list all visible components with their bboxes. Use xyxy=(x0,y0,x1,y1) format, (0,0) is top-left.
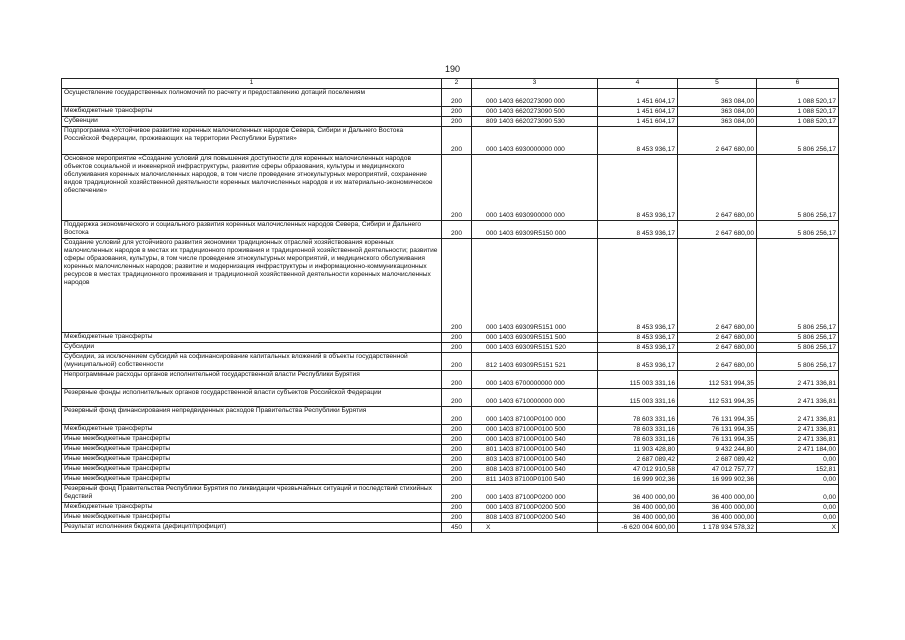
row-value6-cell: 2 471 336,81 xyxy=(757,435,839,445)
row-value4-cell: 115 003 331,16 xyxy=(598,371,678,389)
row-code-cell: 000 1403 6700000000 000 xyxy=(472,371,598,389)
row-name-cell: Основное мероприятие «Создание условий для повышения доступности для коренных малочисленных народов объектов социальной и инженерной инфраструктуры, развитие сферы образования, культуры и медицинского обслуживания коренных малочисленных народов, в том числе проведение этнокультурных мероприятий, сохранение видов традиционной хозяйственной деятельности коренных малочисленных народов и их материально-экономическое обеспечение» xyxy=(62,155,442,221)
row-value6-cell: 152,81 xyxy=(757,465,839,475)
row-name-cell: Иные межбюджетные трансферты xyxy=(62,445,442,455)
row-col2-cell: 200 xyxy=(442,353,472,371)
row-value4-cell: 8 453 936,17 xyxy=(598,343,678,353)
table-row xyxy=(62,407,839,425)
row-value6-cell: 1 088 520,17 xyxy=(757,117,839,127)
row-name-cell: Субсидии xyxy=(62,343,442,353)
row-value5-cell: 76 131 994,35 xyxy=(678,425,757,435)
row-col2-cell: 200 xyxy=(442,435,472,445)
row-value6-cell: 5 806 256,17 xyxy=(757,127,839,155)
row-value4-cell: 115 003 331,16 xyxy=(598,389,678,407)
row-code-cell: 000 1403 69309R5150 000 xyxy=(472,221,598,239)
row-name-cell: Подпрограмма «Устойчивое развитие коренных малочисленных народов Севера, Сибири и Дальнего Востока Российской Федерации, проживающих на территории Республики Бурятия» xyxy=(62,127,442,155)
row-col2-cell: 200 xyxy=(442,117,472,127)
row-name-cell: Иные межбюджетные трансферты xyxy=(62,435,442,445)
row-value6-cell: 2 471 336,81 xyxy=(757,425,839,435)
row-value4-cell: 8 453 936,17 xyxy=(598,333,678,343)
row-col2-cell: 200 xyxy=(442,475,472,485)
row-value6-cell: 5 806 256,17 xyxy=(757,239,839,333)
row-col2-cell: 200 xyxy=(442,445,472,455)
row-col2-cell: 200 xyxy=(442,485,472,503)
row-value4-cell: 1 451 604,17 xyxy=(598,89,678,107)
row-name-cell: Иные межбюджетные трансферты xyxy=(62,475,442,485)
row-name-cell: Субвенции xyxy=(62,117,442,127)
row-value5-cell: 2 647 680,00 xyxy=(678,333,757,343)
header-cell: 5 xyxy=(678,79,757,89)
row-value5-cell: 16 999 902,36 xyxy=(678,475,757,485)
row-col2-cell: 450 xyxy=(442,523,472,533)
row-name-cell: Непрограммные расходы органов исполнительной государственной власти Республики Бурятия xyxy=(62,371,442,389)
row-value5-cell: 363 084,00 xyxy=(678,89,757,107)
table-row xyxy=(62,503,839,513)
row-value4-cell: 8 453 936,17 xyxy=(598,127,678,155)
row-value5-cell: 2 647 680,00 xyxy=(678,127,757,155)
row-value6-cell: 5 806 256,17 xyxy=(757,343,839,353)
row-name-cell: Резервный фонд финансирования непредвиденных расходов Правительства Республики Бурятия xyxy=(62,407,442,425)
row-code-cell: 000 1403 6710000000 000 xyxy=(472,389,598,407)
row-value5-cell: 76 131 994,35 xyxy=(678,435,757,445)
table-row xyxy=(62,389,839,407)
row-name-cell: Иные межбюджетные трансферты xyxy=(62,455,442,465)
table-row xyxy=(62,117,839,127)
row-value5-cell: 9 432 244,80 xyxy=(678,445,757,455)
row-code-cell: 000 1403 6620273090 000 xyxy=(472,89,598,107)
row-value6-cell: 5 806 256,17 xyxy=(757,333,839,343)
row-value6-cell: 1 088 520,17 xyxy=(757,107,839,117)
row-code-cell: 000 1403 87100P0200 000 xyxy=(472,485,598,503)
row-col2-cell: 200 xyxy=(442,239,472,333)
row-value5-cell: 363 084,00 xyxy=(678,107,757,117)
row-name-cell: Межбюджетные трансферты xyxy=(62,333,442,343)
row-code-cell: 000 1403 87100P0200 500 xyxy=(472,503,598,513)
row-value4-cell: 78 603 331,16 xyxy=(598,425,678,435)
header-row xyxy=(62,79,839,89)
row-name-cell: Иные межбюджетные трансферты xyxy=(62,513,442,523)
row-value6-cell: 2 471 336,81 xyxy=(757,389,839,407)
row-value4-cell: 16 999 902,36 xyxy=(598,475,678,485)
table-row xyxy=(62,435,839,445)
header-cell: 2 xyxy=(442,79,472,89)
budget-execution-table xyxy=(61,78,839,533)
row-code-cell: 801 1403 87100P0100 540 xyxy=(472,445,598,455)
row-value4-cell: -6 620 004 600,00 xyxy=(598,523,678,533)
row-col2-cell: 200 xyxy=(442,221,472,239)
table-row xyxy=(62,333,839,343)
row-value5-cell: 36 400 000,00 xyxy=(678,503,757,513)
row-code-cell: 000 1403 6620273090 500 xyxy=(472,107,598,117)
row-code-cell: 000 1403 6930000000 000 xyxy=(472,127,598,155)
row-name-cell: Межбюджетные трансферты xyxy=(62,107,442,117)
header-cell: 6 xyxy=(757,79,839,89)
row-name-cell: Межбюджетные трансферты xyxy=(62,425,442,435)
row-code-cell: 000 1403 87100P0100 540 xyxy=(472,435,598,445)
table-row xyxy=(62,239,839,333)
row-name-cell: Субсидии, за исключением субсидий на софинансирование капитальных вложений в объекты государственной (муниципальной) собственности xyxy=(62,353,442,371)
table-row xyxy=(62,523,839,533)
row-value6-cell: 2 471 184,00 xyxy=(757,445,839,455)
row-name-cell: Результат исполнения бюджета (дефицит/профицит) xyxy=(62,523,442,533)
row-name-cell: Осуществление государственных полномочий по расчету и предоставлению дотаций поселениям xyxy=(62,89,442,107)
row-col2-cell: 200 xyxy=(442,333,472,343)
header-cell: 1 xyxy=(62,79,442,89)
row-name-cell: Поддержка экономического и социального развития коренных малочисленных народов Севера, Сибири и Дальнего Востока xyxy=(62,221,442,239)
row-col2-cell: 200 xyxy=(442,107,472,117)
row-value5-cell: 2 647 680,00 xyxy=(678,155,757,221)
row-name-cell: Резервный фонд Правительства Республики Бурятия по ликвидации чрезвычайных ситуаций и последствий стихийных бедствий xyxy=(62,485,442,503)
table-row xyxy=(62,127,839,155)
row-value4-cell: 8 453 936,17 xyxy=(598,221,678,239)
row-name-cell: Межбюджетные трансферты xyxy=(62,503,442,513)
table-row xyxy=(62,445,839,455)
row-code-cell: 000 1403 69309R5151 500 xyxy=(472,333,598,343)
row-value4-cell: 36 400 000,00 xyxy=(598,485,678,503)
table-row xyxy=(62,475,839,485)
row-value6-cell: 5 806 256,17 xyxy=(757,221,839,239)
row-col2-cell: 200 xyxy=(442,389,472,407)
table-row xyxy=(62,155,839,221)
row-value4-cell: 11 903 428,80 xyxy=(598,445,678,455)
row-code-cell: 808 1403 87100P0100 540 xyxy=(472,465,598,475)
row-value4-cell: 78 603 331,16 xyxy=(598,407,678,425)
row-code-cell: 812 1403 69309R5151 521 xyxy=(472,353,598,371)
row-value5-cell: 2 647 680,00 xyxy=(678,353,757,371)
table-row xyxy=(62,353,839,371)
row-code-cell: 000 1403 6930900000 000 xyxy=(472,155,598,221)
row-code-cell: 809 1403 6620273090 530 xyxy=(472,117,598,127)
row-col2-cell: 200 xyxy=(442,513,472,523)
row-code-cell: 000 1403 69309R5151 520 xyxy=(472,343,598,353)
row-code-cell: 803 1403 87100P0100 540 xyxy=(472,455,598,465)
row-value6-cell: X xyxy=(757,523,839,533)
table-row xyxy=(62,343,839,353)
table-row xyxy=(62,425,839,435)
row-value4-cell: 8 453 936,17 xyxy=(598,155,678,221)
row-value5-cell: 2 687 089,42 xyxy=(678,455,757,465)
row-value6-cell: 0,00 xyxy=(757,485,839,503)
row-value5-cell: 36 400 000,00 xyxy=(678,513,757,523)
row-value4-cell: 36 400 000,00 xyxy=(598,503,678,513)
row-code-cell: 000 1403 87100P0100 000 xyxy=(472,407,598,425)
row-col2-cell: 200 xyxy=(442,89,472,107)
row-value6-cell: 2 471 336,81 xyxy=(757,407,839,425)
row-value5-cell: 2 647 680,00 xyxy=(678,343,757,353)
table-row xyxy=(62,89,839,107)
table-row xyxy=(62,221,839,239)
row-code-cell: 811 1403 87100P0100 540 xyxy=(472,475,598,485)
row-value4-cell: 8 453 936,17 xyxy=(598,239,678,333)
row-value6-cell: 5 806 256,17 xyxy=(757,155,839,221)
table-row xyxy=(62,513,839,523)
row-value5-cell: 112 531 994,35 xyxy=(678,371,757,389)
row-code-cell: 808 1403 87100P0200 540 xyxy=(472,513,598,523)
table-row xyxy=(62,485,839,503)
row-value4-cell: 1 451 604,17 xyxy=(598,107,678,117)
row-value6-cell: 5 806 256,17 xyxy=(757,353,839,371)
row-col2-cell: 200 xyxy=(442,127,472,155)
row-code-cell: 000 1403 87100P0100 500 xyxy=(472,425,598,435)
row-value4-cell: 2 687 089,42 xyxy=(598,455,678,465)
row-col2-cell: 200 xyxy=(442,503,472,513)
table-row xyxy=(62,465,839,475)
row-col2-cell: 200 xyxy=(442,371,472,389)
row-value4-cell: 36 400 000,00 xyxy=(598,513,678,523)
row-col2-cell: 200 xyxy=(442,407,472,425)
row-value6-cell: 0,00 xyxy=(757,475,839,485)
row-value5-cell: 47 012 757,77 xyxy=(678,465,757,475)
table-row xyxy=(62,107,839,117)
row-value4-cell: 78 603 331,16 xyxy=(598,435,678,445)
row-name-cell: Резервные фонды исполнительных органов государственной власти субъектов Российской Федерации xyxy=(62,389,442,407)
row-value6-cell: 0,00 xyxy=(757,503,839,513)
row-value6-cell: 0,00 xyxy=(757,455,839,465)
row-value5-cell: 112 531 994,35 xyxy=(678,389,757,407)
row-code-cell: 000 1403 69309R5151 000 xyxy=(472,239,598,333)
header-cell: 3 xyxy=(472,79,598,89)
row-col2-cell: 200 xyxy=(442,455,472,465)
row-value4-cell: 47 012 910,58 xyxy=(598,465,678,475)
row-value4-cell: 8 453 936,17 xyxy=(598,353,678,371)
page-number: 190 xyxy=(444,64,461,74)
row-value5-cell: 36 400 000,00 xyxy=(678,485,757,503)
header-cell: 4 xyxy=(598,79,678,89)
row-value5-cell: 1 178 934 578,32 xyxy=(678,523,757,533)
row-code-cell: X xyxy=(472,523,598,533)
row-col2-cell: 200 xyxy=(442,425,472,435)
table-row xyxy=(62,455,839,465)
table-row xyxy=(62,371,839,389)
row-value6-cell: 2 471 336,81 xyxy=(757,371,839,389)
row-value6-cell: 1 088 520,17 xyxy=(757,89,839,107)
row-col2-cell: 200 xyxy=(442,465,472,475)
row-value5-cell: 76 131 994,35 xyxy=(678,407,757,425)
row-col2-cell: 200 xyxy=(442,343,472,353)
row-value4-cell: 1 451 604,17 xyxy=(598,117,678,127)
row-name-cell: Создание условий для устойчивого развития экономики традиционных отраслей хозяйствования коренных малочисленных народов в местах их традиционного проживания и традиционной хозяйственной деятельности; развитие сферы образования, культуры, в том числе проведение этнокультурных мероприятий, и медицинского обслуживания коренных малочисленных народов; развитие и модернизация инфраструктуры и информационно-коммуникационных ресурсов в местах традиционного проживания и традиционной хозяйственной деятельности коренных малочисленных народов xyxy=(62,239,442,333)
row-value5-cell: 2 647 680,00 xyxy=(678,239,757,333)
row-value5-cell: 363 084,00 xyxy=(678,117,757,127)
row-name-cell: Иные межбюджетные трансферты xyxy=(62,465,442,475)
row-value6-cell: 0,00 xyxy=(757,513,839,523)
row-col2-cell: 200 xyxy=(442,155,472,221)
row-value5-cell: 2 647 680,00 xyxy=(678,221,757,239)
